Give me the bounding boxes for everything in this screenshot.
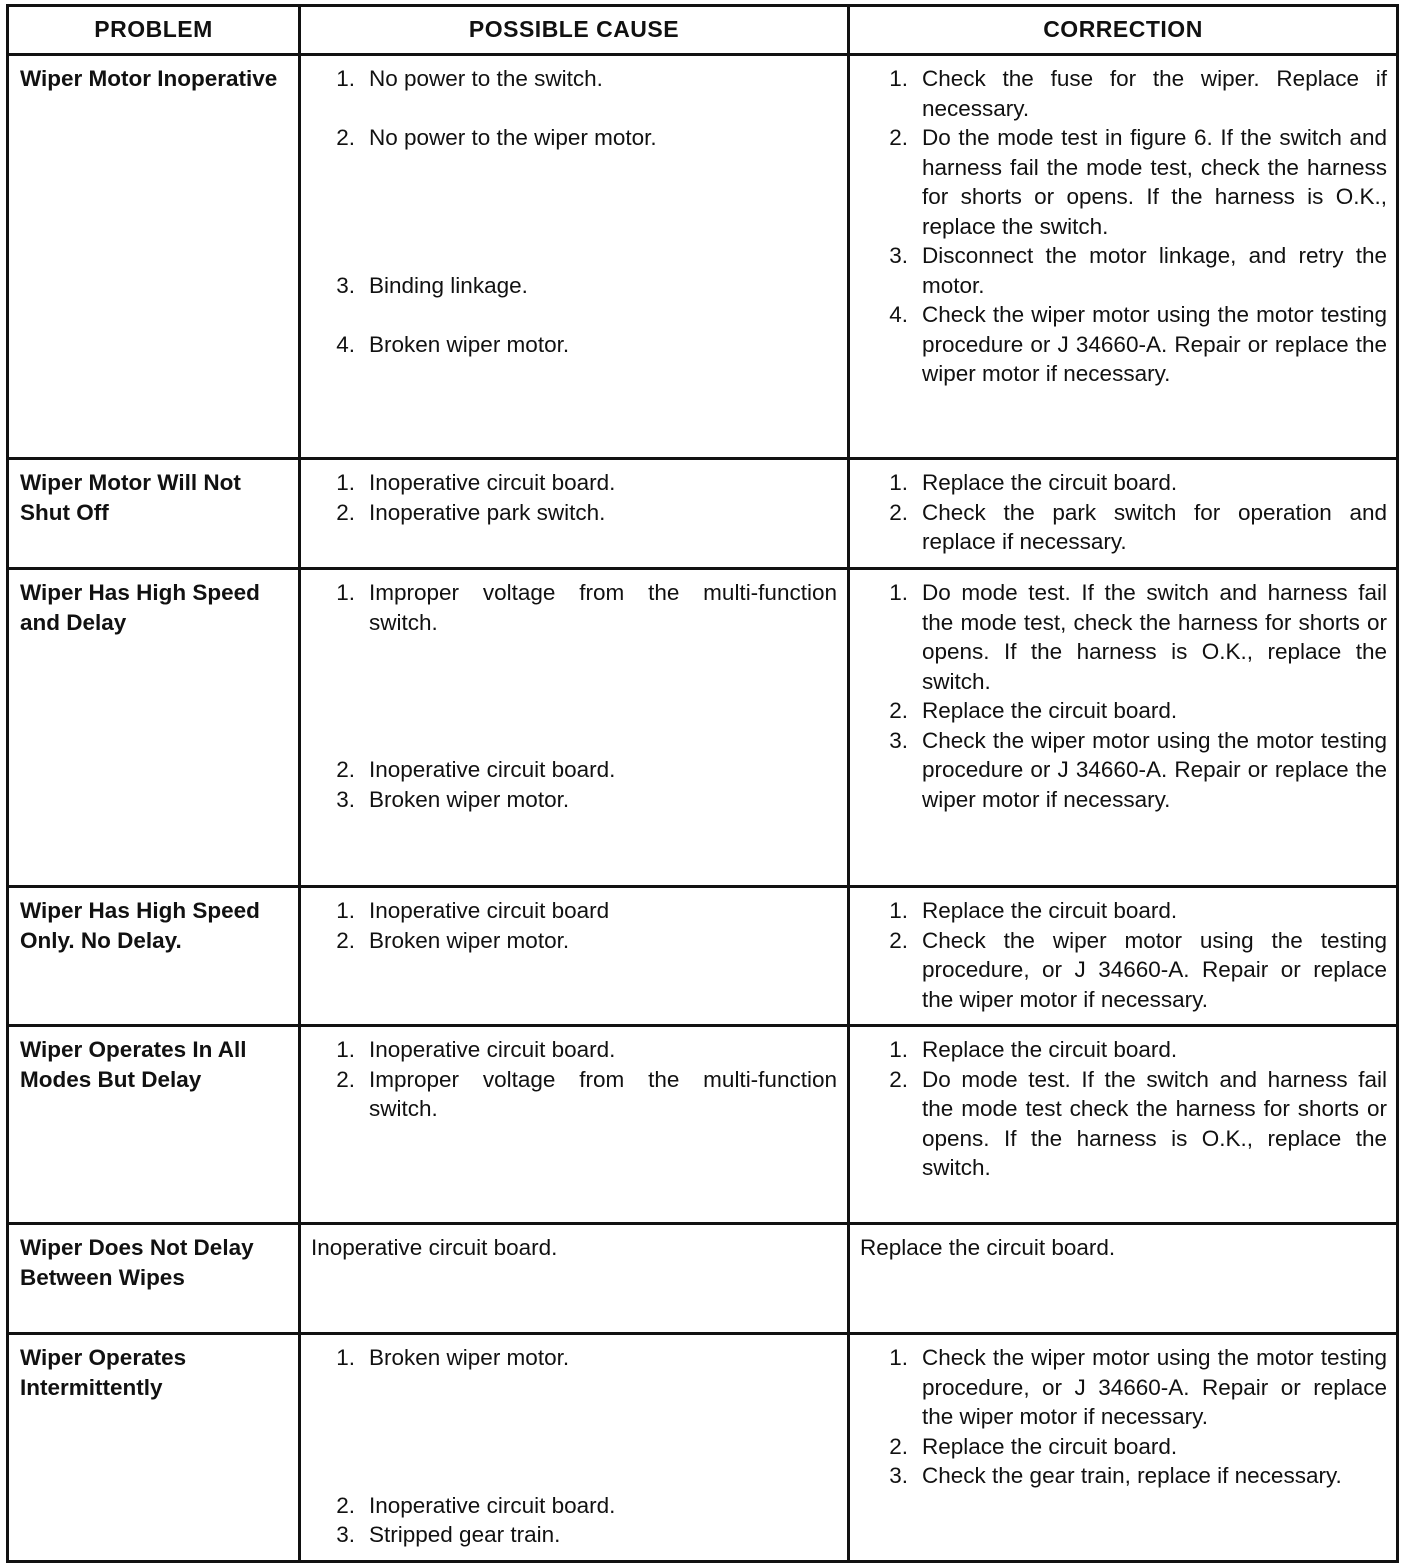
item-number: 2. [889, 125, 908, 150]
item-text: Inoperative circuit board. [369, 1037, 616, 1062]
cause-cell [300, 887, 849, 1026]
item-text: Replace the circuit board. [922, 1037, 1178, 1062]
item-number: 3. [889, 243, 908, 268]
correction-item [860, 896, 1387, 926]
cause-item [311, 578, 837, 637]
item-number: 1. [889, 580, 908, 605]
correction-text: Replace the circuit board. [860, 1235, 1116, 1260]
table-row [8, 1224, 1398, 1334]
cause-item [311, 123, 837, 153]
correction-item [860, 1432, 1387, 1462]
item-text: Broken wiper motor. [369, 927, 570, 953]
cause-item [311, 1065, 837, 1124]
item-text: Binding linkage. [369, 272, 528, 298]
cause-item [311, 1520, 837, 1550]
problem-cell: Wiper Has High Speed Only. No Delay. [8, 887, 300, 1026]
correction-item [860, 300, 1387, 389]
correction-item [860, 578, 1387, 696]
correction-item [860, 1065, 1387, 1183]
item-number: 3. [336, 1522, 355, 1547]
item-number: 1. [336, 1345, 355, 1370]
cause-cell [300, 1334, 849, 1562]
item-number: 4. [336, 331, 355, 357]
correction-cell [849, 55, 1398, 459]
correction-item [860, 696, 1387, 726]
item-text: Do the mode test in figure 6. If the switch and harness fail the mode test, check the harness for shorts or opens. If the harness is O.K., replace the switch. [922, 125, 1387, 239]
item-text: Inoperative park switch. [369, 499, 606, 525]
cause-item [311, 1343, 837, 1373]
item-number: 1. [889, 470, 908, 495]
table-row [8, 459, 1398, 569]
cause-item [311, 1035, 837, 1065]
item-number: 2. [889, 499, 908, 525]
troubleshooting-sheet [6, 4, 1396, 1562]
item-text: Check the wiper motor using the motor testing procedure or J 34660-A. Repair or replace the wiper motor if necessary. [922, 302, 1387, 386]
item-number: 2. [889, 1066, 908, 1092]
correction-cell [849, 459, 1398, 569]
item-number: 4. [889, 302, 908, 327]
header-problem: PROBLEM [8, 6, 300, 55]
cause-item [311, 64, 837, 94]
cause-item [311, 785, 837, 815]
header-correction: CORRECTION [849, 6, 1398, 55]
correction-item [860, 726, 1387, 815]
item-number: 2. [336, 757, 355, 782]
item-text: Broken wiper motor. [369, 1345, 570, 1370]
item-text: Check the gear train, replace if necessary. [922, 1463, 1342, 1488]
item-number: 1. [336, 66, 355, 91]
item-number: 3. [336, 786, 355, 812]
item-text: Replace the circuit board. [922, 898, 1178, 923]
cause-cell [300, 1224, 849, 1334]
correction-cell [849, 1334, 1398, 1562]
table-row [8, 1026, 1398, 1224]
item-text: No power to the switch. [369, 66, 603, 91]
item-text: Replace the circuit board. [922, 470, 1178, 495]
item-text: Do mode test. If the switch and harness fail the mode test check the harness for shorts or opens. If the harness is O.K., replace the switch. [922, 1066, 1387, 1180]
cause-item [311, 498, 837, 528]
correction-item [860, 926, 1387, 1015]
item-number: 2. [336, 1492, 355, 1518]
cause-item [311, 468, 837, 498]
table-row [8, 55, 1398, 459]
cause-item [311, 896, 837, 926]
item-number: 1. [889, 898, 908, 923]
problem-cell: Wiper Motor Inoperative [8, 55, 300, 459]
item-text: Check the park switch for operation and replace if necessary. [922, 499, 1387, 554]
item-text: Broken wiper motor. [369, 331, 570, 357]
item-text: Improper voltage from the multi-function switch. [369, 1066, 837, 1121]
item-text: Check the fuse for the wiper. Replace if necessary. [922, 66, 1387, 121]
correction-cell [849, 1224, 1398, 1334]
item-number: 1. [336, 580, 355, 605]
item-text: Stripped gear train. [369, 1522, 561, 1547]
item-number: 2. [889, 1433, 908, 1459]
problem-cell: Wiper Has High Speed and Delay [8, 569, 300, 887]
table-row [8, 1334, 1398, 1562]
cause-cell [300, 55, 849, 459]
cause-cell [300, 1026, 849, 1224]
correction-item [860, 241, 1387, 300]
item-text: Replace the circuit board. [922, 1433, 1178, 1459]
item-text: Inoperative circuit board. [369, 757, 616, 782]
correction-item [860, 123, 1387, 241]
correction-item [860, 498, 1387, 557]
item-number: 3. [336, 272, 355, 298]
header-possible-cause: POSSIBLE CAUSE [300, 6, 849, 55]
item-number: 2. [889, 927, 908, 953]
item-text: Inoperative circuit board. [369, 470, 616, 495]
cause-cell [300, 569, 849, 887]
header-row [8, 6, 1398, 55]
item-text: Do mode test. If the switch and harness fail the mode test, check the harness for shorts or opens. If the harness is O.K., replace the switch. [922, 580, 1387, 694]
item-text: Check the wiper motor using the motor testing procedure, or J 34660-A. Repair or replace the wiper motor if necessary. [922, 1345, 1387, 1429]
item-number: 1. [889, 1345, 908, 1370]
cause-item [311, 755, 837, 785]
item-number: 1. [336, 898, 355, 923]
item-text: Disconnect the motor linkage, and retry the motor. [922, 243, 1387, 298]
item-text: Check the wiper motor using the testing procedure, or J 34660-A. Repair or replace the wiper motor if necessary. [922, 927, 1387, 1012]
correction-item [860, 1343, 1387, 1432]
cause-item [311, 926, 837, 956]
item-number: 1. [889, 66, 908, 91]
item-text: Improper voltage from the multi-function switch. [369, 580, 837, 635]
cause-item [311, 330, 837, 360]
item-text: Replace the circuit board. [922, 698, 1178, 723]
cause-text: Inoperative circuit board. [311, 1235, 558, 1260]
item-text: Check the wiper motor using the motor testing procedure or J 34660-A. Repair or replace the wiper motor if necessary. [922, 727, 1387, 812]
item-number: 2. [336, 499, 355, 525]
item-number: 1. [336, 470, 355, 495]
correction-item [860, 64, 1387, 123]
item-text: Broken wiper motor. [369, 786, 570, 812]
item-number: 1. [336, 1037, 355, 1062]
correction-item [860, 1035, 1387, 1065]
correction-cell [849, 887, 1398, 1026]
problem-cell: Wiper Motor Will Not Shut Off [8, 459, 300, 569]
correction-item [860, 1461, 1387, 1491]
item-number: 1. [889, 1037, 908, 1062]
item-number: 2. [336, 125, 355, 150]
item-text: Inoperative circuit board. [369, 1492, 616, 1518]
correction-item [860, 468, 1387, 498]
item-number: 2. [336, 927, 355, 953]
cause-item [311, 1491, 837, 1521]
table-row [8, 887, 1398, 1026]
item-number: 3. [889, 727, 908, 753]
cause-item [311, 271, 837, 301]
item-text: No power to the wiper motor. [369, 125, 657, 150]
cause-cell [300, 459, 849, 569]
table-row [8, 569, 1398, 887]
item-text: Inoperative circuit board [369, 898, 610, 923]
problem-cell: Wiper Operates In All Modes But Delay [8, 1026, 300, 1224]
problem-cell: Wiper Operates Intermittently [8, 1334, 300, 1562]
correction-cell [849, 1026, 1398, 1224]
item-number: 2. [889, 698, 908, 723]
diagnosis-table [6, 4, 1399, 1563]
correction-cell [849, 569, 1398, 887]
item-number: 2. [336, 1066, 355, 1092]
problem-cell: Wiper Does Not Delay Between Wipes [8, 1224, 300, 1334]
item-number: 3. [889, 1463, 908, 1488]
